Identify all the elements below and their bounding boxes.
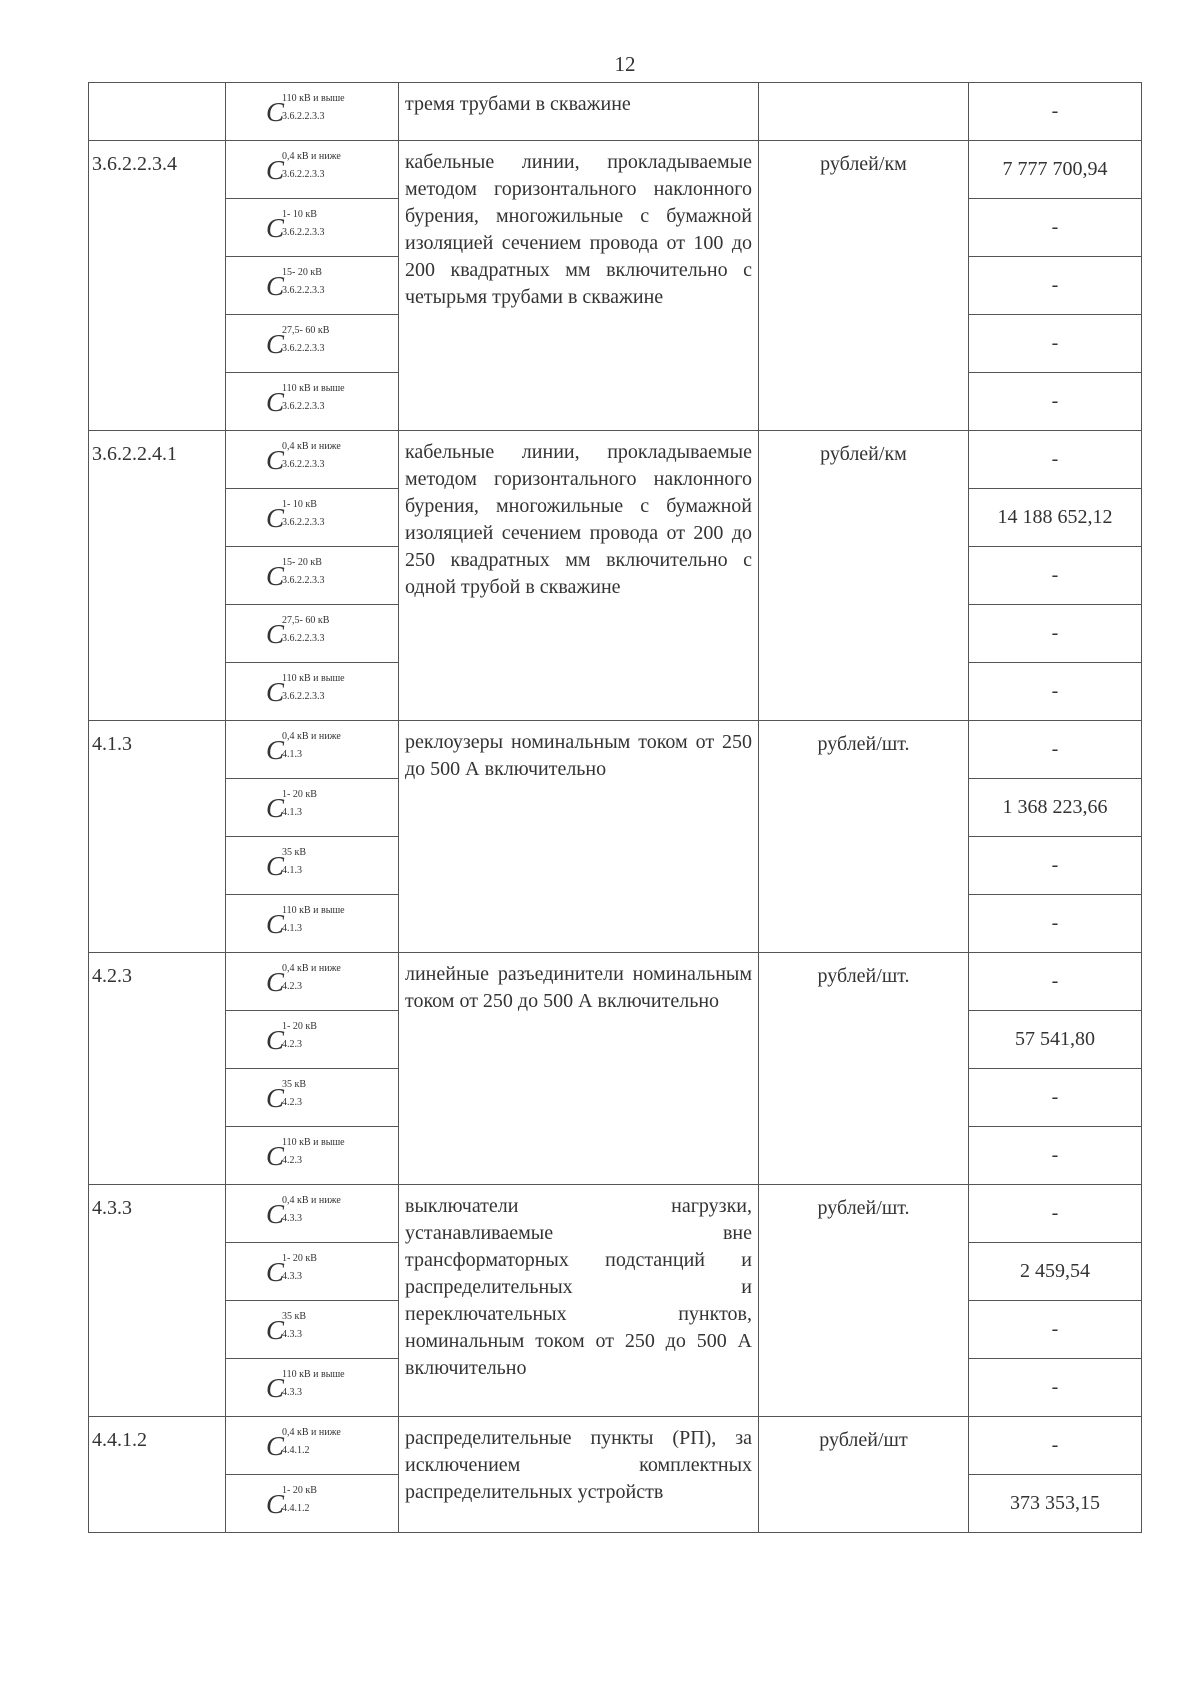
symbol-cell bbox=[226, 547, 399, 605]
unit-cell bbox=[759, 83, 969, 141]
symbol-cell bbox=[226, 1301, 399, 1359]
value-cell bbox=[969, 489, 1142, 547]
symbol-voltage: 0,4 кВ и ниже bbox=[282, 151, 341, 162]
symbol-voltage: 110 кВ и выше bbox=[282, 93, 345, 104]
rate-symbol bbox=[226, 1011, 398, 1068]
description-text: линейные разъединители номинальным током от 250 до 500 А включительно bbox=[405, 963, 752, 1012]
symbol-cell bbox=[226, 257, 399, 315]
rate-symbol bbox=[226, 199, 398, 256]
code-cell bbox=[89, 141, 226, 431]
value-cell bbox=[969, 605, 1142, 663]
value-text: - bbox=[1051, 1202, 1059, 1224]
value-text: - bbox=[1051, 1434, 1059, 1456]
symbol-cell bbox=[226, 837, 399, 895]
symbol-index: 4.2.3 bbox=[282, 981, 302, 992]
value-text: - bbox=[1051, 970, 1059, 992]
value-cell bbox=[969, 779, 1142, 837]
description-text: кабельные линии, прокладываемые методом горизонтального наклонного бурения, многожильные с бумажной изоляцией сечением провода от 200 до 250 квадратных мм включительно с одной трубой в скважине bbox=[405, 441, 752, 598]
symbol-cell bbox=[226, 1475, 399, 1533]
unit-cell bbox=[759, 141, 969, 431]
code-cell bbox=[89, 83, 226, 141]
rate-symbol bbox=[226, 1069, 398, 1126]
table-row bbox=[89, 83, 1142, 141]
symbol-voltage: 110 кВ и выше bbox=[282, 905, 345, 916]
symbol-voltage: 35 кВ bbox=[282, 1079, 307, 1090]
symbol-cell bbox=[226, 605, 399, 663]
symbol-voltage: 1- 20 кВ bbox=[282, 1253, 317, 1264]
value-text: 57 541,80 bbox=[1015, 1028, 1095, 1050]
unit-text: рублей/км bbox=[820, 153, 907, 175]
tariff-table bbox=[88, 82, 1142, 1533]
symbol-letter: C bbox=[266, 1199, 285, 1229]
value-cell bbox=[969, 1243, 1142, 1301]
value-text: - bbox=[1051, 1086, 1059, 1108]
value-cell bbox=[969, 1127, 1142, 1185]
symbol-letter: C bbox=[266, 967, 285, 997]
symbol-cell bbox=[226, 779, 399, 837]
value-cell bbox=[969, 1069, 1142, 1127]
value-cell bbox=[969, 83, 1142, 141]
symbol-index: 3.6.2.2.3.3 bbox=[282, 459, 325, 470]
symbol-voltage: 1- 10 кВ bbox=[282, 209, 317, 220]
table-row bbox=[89, 1417, 1142, 1475]
symbol-cell bbox=[226, 1011, 399, 1069]
rate-symbol bbox=[226, 895, 398, 952]
symbol-index: 4.2.3 bbox=[282, 1097, 302, 1108]
symbol-voltage: 0,4 кВ и ниже bbox=[282, 1195, 341, 1206]
symbol-index: 3.6.2.2.3.3 bbox=[282, 575, 325, 586]
symbol-letter: C bbox=[266, 677, 285, 707]
code-cell bbox=[89, 1185, 226, 1417]
symbol-cell bbox=[226, 721, 399, 779]
value-cell bbox=[969, 953, 1142, 1011]
value-text: - bbox=[1051, 680, 1059, 702]
rate-symbol bbox=[226, 779, 398, 836]
rate-symbol bbox=[226, 721, 398, 778]
symbol-voltage: 1- 10 кВ bbox=[282, 499, 317, 510]
symbol-voltage: 27,5- 60 кВ bbox=[282, 325, 330, 336]
unit-cell bbox=[759, 721, 969, 953]
item-code: 4.3.3 bbox=[92, 1197, 132, 1219]
rate-symbol bbox=[226, 257, 398, 314]
symbol-letter: C bbox=[266, 1025, 285, 1055]
symbol-letter: C bbox=[266, 851, 285, 881]
code-cell bbox=[89, 953, 226, 1185]
symbol-voltage: 27,5- 60 кВ bbox=[282, 615, 330, 626]
symbol-cell bbox=[226, 373, 399, 431]
rate-symbol bbox=[226, 83, 398, 140]
symbol-index: 3.6.2.2.3.3 bbox=[282, 633, 325, 644]
symbol-index: 3.6.2.2.3.3 bbox=[282, 401, 325, 412]
symbol-letter: C bbox=[266, 735, 285, 765]
table-row bbox=[89, 721, 1142, 779]
symbol-index: 3.6.2.2.3.3 bbox=[282, 285, 325, 296]
item-code: 4.4.1.2 bbox=[92, 1429, 147, 1451]
item-code: 4.2.3 bbox=[92, 965, 132, 987]
symbol-index: 3.6.2.2.3.3 bbox=[282, 111, 325, 122]
value-text: - bbox=[1051, 738, 1059, 760]
description-cell bbox=[399, 141, 759, 431]
symbol-letter: C bbox=[266, 213, 285, 243]
rate-symbol bbox=[226, 431, 398, 488]
symbol-letter: C bbox=[266, 793, 285, 823]
value-cell bbox=[969, 721, 1142, 779]
unit-text: рублей/шт bbox=[819, 1429, 908, 1451]
value-text: 1 368 223,66 bbox=[1002, 796, 1108, 818]
symbol-voltage: 110 кВ и выше bbox=[282, 1137, 345, 1148]
symbol-letter: C bbox=[266, 1083, 285, 1113]
value-cell bbox=[969, 199, 1142, 257]
symbol-letter: C bbox=[266, 155, 285, 185]
rate-symbol bbox=[226, 953, 398, 1010]
symbol-index: 3.6.2.2.3.3 bbox=[282, 691, 325, 702]
symbol-voltage: 110 кВ и выше bbox=[282, 673, 345, 684]
symbol-voltage: 35 кВ bbox=[282, 847, 307, 858]
unit-text: рублей/км bbox=[820, 443, 907, 465]
symbol-cell bbox=[226, 1127, 399, 1185]
symbol-letter: C bbox=[266, 97, 285, 127]
description-cell bbox=[399, 431, 759, 721]
symbol-voltage: 110 кВ и выше bbox=[282, 383, 345, 394]
value-cell bbox=[969, 141, 1142, 199]
rate-symbol bbox=[226, 663, 398, 720]
value-cell bbox=[969, 257, 1142, 315]
value-text: - bbox=[1051, 100, 1059, 122]
table-row bbox=[89, 141, 1142, 199]
symbol-index: 4.2.3 bbox=[282, 1155, 302, 1166]
unit-text: рублей/шт. bbox=[817, 1197, 910, 1219]
value-cell bbox=[969, 663, 1142, 721]
description-text: распределительные пункты (РП), за исключением комплектных распределительных устройств bbox=[405, 1427, 752, 1503]
symbol-index: 4.4.1.2 bbox=[282, 1445, 310, 1456]
unit-cell bbox=[759, 953, 969, 1185]
value-text: - bbox=[1051, 854, 1059, 876]
value-text: - bbox=[1051, 622, 1059, 644]
symbol-letter: C bbox=[266, 1373, 285, 1403]
item-code: 4.1.3 bbox=[92, 733, 132, 755]
symbol-cell bbox=[226, 895, 399, 953]
symbol-letter: C bbox=[266, 503, 285, 533]
symbol-cell bbox=[226, 315, 399, 373]
symbol-index: 4.3.3 bbox=[282, 1387, 302, 1398]
symbol-voltage: 1- 20 кВ bbox=[282, 1485, 317, 1496]
value-cell bbox=[969, 373, 1142, 431]
rate-symbol bbox=[226, 547, 398, 604]
symbol-index: 4.2.3 bbox=[282, 1039, 302, 1050]
symbol-index: 3.6.2.2.3.3 bbox=[282, 227, 325, 238]
symbol-cell bbox=[226, 489, 399, 547]
symbol-letter: C bbox=[266, 271, 285, 301]
symbol-cell bbox=[226, 1359, 399, 1417]
symbol-voltage: 15- 20 кВ bbox=[282, 267, 322, 278]
symbol-voltage: 0,4 кВ и ниже bbox=[282, 963, 341, 974]
value-cell bbox=[969, 895, 1142, 953]
value-cell bbox=[969, 547, 1142, 605]
rate-symbol bbox=[226, 605, 398, 662]
symbol-letter: C bbox=[266, 561, 285, 591]
value-cell bbox=[969, 1185, 1142, 1243]
symbol-cell bbox=[226, 431, 399, 489]
symbol-voltage: 15- 20 кВ bbox=[282, 557, 322, 568]
symbol-index: 4.1.3 bbox=[282, 749, 302, 760]
rate-symbol bbox=[226, 1185, 398, 1242]
unit-cell bbox=[759, 1417, 969, 1533]
description-cell bbox=[399, 83, 759, 141]
symbol-voltage: 0,4 кВ и ниже bbox=[282, 1427, 341, 1438]
value-text: - bbox=[1051, 1144, 1059, 1166]
symbol-cell bbox=[226, 1069, 399, 1127]
value-cell bbox=[969, 837, 1142, 895]
symbol-cell bbox=[226, 199, 399, 257]
code-cell bbox=[89, 721, 226, 953]
symbol-letter: C bbox=[266, 445, 285, 475]
value-text: 373 353,15 bbox=[1010, 1492, 1100, 1514]
symbol-index: 4.1.3 bbox=[282, 865, 302, 876]
rate-symbol bbox=[226, 315, 398, 372]
value-text: 2 459,54 bbox=[1020, 1260, 1090, 1282]
value-text: - bbox=[1051, 390, 1059, 412]
symbol-cell bbox=[226, 83, 399, 141]
symbol-voltage: 1- 20 кВ bbox=[282, 789, 317, 800]
symbol-voltage: 0,4 кВ и ниже bbox=[282, 441, 341, 452]
rate-symbol bbox=[226, 141, 398, 198]
table-row bbox=[89, 431, 1142, 489]
symbol-index: 4.3.3 bbox=[282, 1271, 302, 1282]
description-cell bbox=[399, 953, 759, 1185]
unit-text: рублей/шт. bbox=[817, 965, 910, 987]
page-number: 12 bbox=[614, 52, 636, 76]
description-text: выключатели нагрузки, устанавливаемые вне трансформаторных подстанций и распределительных и переключательных пунктов, номинальным током от 250 до 500 А включительно bbox=[405, 1195, 752, 1379]
value-text: - bbox=[1051, 564, 1059, 586]
symbol-voltage: 110 кВ и выше bbox=[282, 1369, 345, 1380]
unit-cell bbox=[759, 1185, 969, 1417]
rate-symbol bbox=[226, 373, 398, 430]
symbol-cell bbox=[226, 141, 399, 199]
value-cell bbox=[969, 1359, 1142, 1417]
symbol-letter: C bbox=[266, 329, 285, 359]
item-code: 3.6.2.2.4.1 bbox=[92, 443, 177, 465]
description-cell bbox=[399, 1185, 759, 1417]
value-text: - bbox=[1051, 1376, 1059, 1398]
table-row bbox=[89, 953, 1142, 1011]
rate-symbol bbox=[226, 489, 398, 546]
symbol-index: 4.1.3 bbox=[282, 807, 302, 818]
value-text: 7 777 700,94 bbox=[1002, 158, 1108, 180]
symbol-letter: C bbox=[266, 1431, 285, 1461]
symbol-cell bbox=[226, 1417, 399, 1475]
unit-text: рублей/шт. bbox=[817, 733, 910, 755]
value-cell bbox=[969, 1011, 1142, 1069]
value-text: - bbox=[1051, 448, 1059, 470]
item-code: 3.6.2.2.3.4 bbox=[92, 153, 177, 175]
symbol-index: 3.6.2.2.3.3 bbox=[282, 343, 325, 354]
value-text: - bbox=[1051, 216, 1059, 238]
rate-symbol bbox=[226, 1243, 398, 1300]
symbol-index: 4.3.3 bbox=[282, 1329, 302, 1340]
symbol-letter: C bbox=[266, 1315, 285, 1345]
rate-symbol bbox=[226, 1301, 398, 1358]
symbol-letter: C bbox=[266, 1257, 285, 1287]
symbol-letter: C bbox=[266, 909, 285, 939]
symbol-cell bbox=[226, 663, 399, 721]
code-cell bbox=[89, 1417, 226, 1533]
table-row bbox=[89, 1185, 1142, 1243]
symbol-index: 4.4.1.2 bbox=[282, 1503, 310, 1514]
description-cell bbox=[399, 1417, 759, 1533]
rate-symbol bbox=[226, 837, 398, 894]
value-cell bbox=[969, 431, 1142, 489]
rate-symbol bbox=[226, 1127, 398, 1184]
value-text: - bbox=[1051, 912, 1059, 934]
value-cell bbox=[969, 1475, 1142, 1533]
value-text: - bbox=[1051, 1318, 1059, 1340]
value-cell bbox=[969, 1417, 1142, 1475]
symbol-cell bbox=[226, 953, 399, 1011]
symbol-voltage: 1- 20 кВ bbox=[282, 1021, 317, 1032]
symbol-voltage: 35 кВ bbox=[282, 1311, 307, 1322]
value-cell bbox=[969, 315, 1142, 373]
description-cell bbox=[399, 721, 759, 953]
symbol-index: 3.6.2.2.3.3 bbox=[282, 517, 325, 528]
rate-symbol bbox=[226, 1359, 398, 1416]
unit-cell bbox=[759, 431, 969, 721]
symbol-index: 4.1.3 bbox=[282, 923, 302, 934]
symbol-letter: C bbox=[266, 1489, 285, 1519]
description-text: тремя трубами в скважине bbox=[405, 93, 631, 115]
code-cell bbox=[89, 431, 226, 721]
symbol-index: 4.3.3 bbox=[282, 1213, 302, 1224]
description-text: кабельные линии, прокладываемые методом горизонтального наклонного бурения, многожильные с бумажной изоляцией сечением провода от 100 до 200 квадратных мм включительно с четырьмя трубами в скважине bbox=[405, 151, 752, 308]
rate-symbol bbox=[226, 1475, 398, 1532]
symbol-voltage: 0,4 кВ и ниже bbox=[282, 731, 341, 742]
symbol-cell bbox=[226, 1243, 399, 1301]
symbol-letter: C bbox=[266, 619, 285, 649]
symbol-letter: C bbox=[266, 387, 285, 417]
value-text: - bbox=[1051, 332, 1059, 354]
value-text: - bbox=[1051, 274, 1059, 296]
symbol-index: 3.6.2.2.3.3 bbox=[282, 169, 325, 180]
value-text: 14 188 652,12 bbox=[997, 506, 1113, 528]
value-cell bbox=[969, 1301, 1142, 1359]
rate-symbol bbox=[226, 1417, 398, 1474]
symbol-cell bbox=[226, 1185, 399, 1243]
symbol-letter: C bbox=[266, 1141, 285, 1171]
description-text: реклоузеры номинальным током от 250 до 500 А включительно bbox=[405, 731, 752, 780]
